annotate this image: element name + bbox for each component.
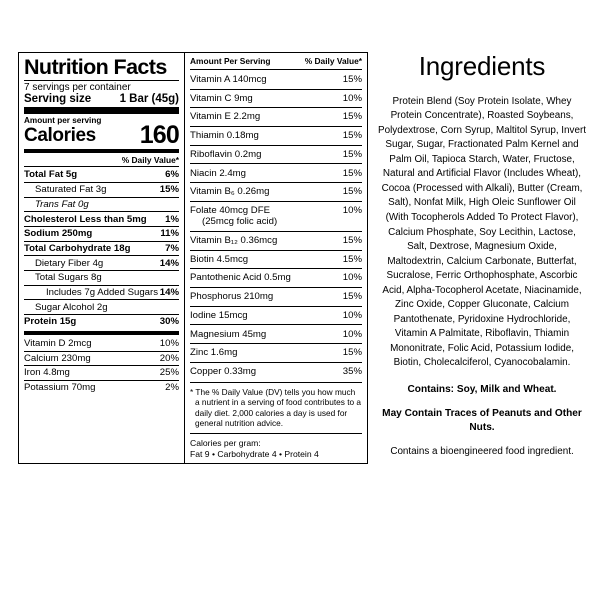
calories-per-gram-label: Calories per gram: (190, 437, 261, 448)
micronutrient-dv: 15% (342, 74, 362, 86)
micronutrient-row (190, 232, 362, 250)
micronutrient-name: Copper 0.33mg (190, 365, 257, 377)
nutrient-dv: 14% (159, 257, 179, 269)
micronutrient-name: Phosphorus 210mg (190, 291, 274, 303)
nutrient-name: Total Carbohydrate 18g (24, 242, 131, 254)
amount-per-serving-label: Amount per serving (24, 115, 102, 125)
calories-per-gram-detail: Fat 9 • Carbohydrate 4 • Protein 4 (190, 448, 319, 459)
micronutrient-name: Biotin 4.5mcg (190, 253, 249, 265)
micronutrient-dv: 15% (342, 111, 362, 123)
micronutrient-row (190, 71, 362, 89)
micronutrient-name: Vitamin C 9mg (190, 92, 253, 104)
micronutrient-name-main: Folate 40mcg DFE (190, 204, 270, 216)
vitamin-row (24, 352, 179, 366)
micronutrient-row (190, 202, 362, 231)
micronutrient-name: Iodine 15mcg (190, 309, 248, 321)
micronutrient-dv: 10% (342, 309, 362, 321)
nutrient-name: Sodium 250mg (24, 228, 93, 240)
nutrient-dv: 11% (160, 228, 179, 240)
micronutrient-dv: 35% (342, 365, 362, 377)
nutrient-name: Includes 7g Added Sugars (46, 286, 159, 298)
vitamin-name: Potassium 70mg (24, 382, 96, 394)
micronutrient-row (190, 344, 362, 362)
amount-per-serving-header: Amount Per Serving (190, 56, 271, 66)
allergen-may-contain-statement: May Contain Traces of Peanuts and Other Nuts. (382, 407, 582, 433)
nutrient-dv: 15% (159, 184, 179, 196)
nutrient-name: Total Fat 5g (24, 169, 78, 181)
vitamin-name: Vitamin D 2mcg (24, 338, 92, 349)
nutrient-row (24, 286, 179, 300)
divider-thick (24, 107, 179, 114)
serving-size-label: Serving size (24, 92, 92, 105)
calories-label: Calories (24, 125, 96, 147)
nutrient-row (24, 227, 179, 241)
micronutrient-name: Thiamin 0.18mg (190, 130, 259, 142)
allergen-contains-statement: Contains: Soy, Milk and Wheat. (407, 383, 557, 395)
micronutrient-dv: 10% (342, 204, 362, 216)
nutrient-name: Saturated Fat 3g (35, 184, 107, 196)
nutrition-facts-panel (18, 52, 368, 464)
vitamin-row (24, 337, 179, 351)
micronutrient-row (190, 288, 362, 306)
micronutrient-dv: 10% (342, 328, 362, 340)
nutrient-row (24, 212, 179, 226)
nutrient-row (24, 271, 179, 285)
micronutrient-row (190, 183, 362, 201)
nutrition-facts-title: Nutrition Facts (24, 55, 167, 79)
nutrient-row (24, 300, 179, 314)
nutrient-name: Cholesterol Less than 5mg (24, 213, 147, 225)
nutrient-row (24, 315, 179, 329)
micronutrient-row (190, 269, 362, 287)
divider-medium (24, 149, 179, 153)
vitamin-dv: 2% (165, 382, 179, 394)
micronutrient-name: Vitamin E 2.2mg (190, 111, 261, 123)
divider (190, 433, 362, 434)
vitamin-dv: 10% (159, 338, 179, 349)
nutrient-name: Trans Fat 0g (35, 198, 89, 210)
micronutrient-dv: 10% (342, 272, 362, 284)
micronutrient-dv: 15% (342, 253, 362, 265)
micronutrient-row (190, 325, 362, 343)
ingredients-section (378, 52, 586, 457)
nutrient-name: Dietary Fiber 4g (35, 257, 104, 269)
vitamin-row (24, 381, 179, 395)
nutrient-dv: 14% (159, 286, 179, 298)
ingredients-title: Ingredients (418, 51, 546, 81)
divider (24, 166, 179, 167)
bioengineered-statement: Contains a bioengineered food ingredient. (390, 446, 574, 458)
micronutrient-row (190, 164, 362, 182)
divider (190, 69, 362, 70)
micronutrient-dv: 15% (342, 148, 362, 160)
nutrition-facts-right-column (185, 52, 368, 464)
servings-per-container: 7 servings per container (24, 81, 131, 93)
vitamin-dv: 20% (159, 352, 179, 364)
nutrient-name: Total Sugars 8g (35, 272, 102, 284)
micronutrient-dv: 15% (342, 130, 362, 142)
micronutrient-dv: 10% (342, 92, 362, 104)
vitamin-row (24, 366, 179, 380)
calories-value: 160 (139, 120, 179, 149)
micronutrient-row (190, 363, 362, 381)
nutrient-row (24, 198, 179, 212)
nutrient-name: Sugar Alcohol 2g (35, 301, 108, 313)
nutrient-row (24, 242, 179, 256)
nutrient-row (24, 168, 179, 182)
nutrient-dv: 30% (159, 316, 179, 328)
serving-size-row (24, 93, 179, 105)
divider-medium (24, 331, 179, 335)
micronutrient-dv: 15% (342, 291, 362, 303)
nutrient-dv: 6% (165, 169, 179, 181)
daily-value-header-right: % Daily Value* (304, 56, 362, 66)
vitamin-name: Iron 4.8mg (24, 367, 70, 379)
serving-size-value: 1 Bar (45g) (119, 92, 179, 105)
nutrient-dv: 7% (165, 242, 179, 254)
ingredients-list: Protein Blend (Soy Protein Isolate, Whey Protein Concentrate), Roasted Soybeans, Polydextrose, Corn Syrup, Maltitol Syrup, Invert Sugar, Sugar, Fractionated Palm Kernel and Palm Oil, Tapioca Starch, Water, Fructose, Natural and Artificial Flavor (Includes Wheat), Cocoa (Processed with Alkali), Butter (Cream, Salt), Nonfat Milk, High Oleic Sunflower Oil (With Tocopherols Added To Protect Flavor), Calcium Phosphate, Soy Lecithin, Lactose, Salt, Dextrose, Magnesium Oxide, Maltodextrin, Calcium Carbonate, Butterfat, Sucralose, Ferric Orthophosphate, Ascorbic Acid, Alpha-Tocopherol Acetate, Niacinamide, Zinc Oxide, Copper Gluconate, Calcium Pantothenate, Pyridoxine Hydrochloride, Vitamin A Palmitate, Riboflavin, Thiamin Mononitrate, Folic Acid, Potassium Iodide, Biotin, Cholecalciferol, Cyanocobalamin. (378, 95, 587, 369)
micronutrient-row (190, 251, 362, 269)
vitamin-name: Calcium 230mg (24, 352, 91, 364)
nutrient-dv: 1% (165, 213, 179, 225)
micronutrient-row (190, 146, 362, 164)
micronutrient-dv: 15% (342, 167, 362, 179)
divider (190, 382, 362, 383)
micronutrient-row (190, 90, 362, 108)
micronutrient-name: Pantothenic Acid 0.5mg (190, 272, 291, 284)
micronutrient-name: Magnesium 45mg (190, 328, 267, 340)
micronutrient-dv: 15% (342, 235, 362, 247)
micronutrient-name: Riboflavin 0.2mg (190, 148, 262, 160)
micronutrient-name-sub: (25mcg folic acid) (202, 216, 278, 228)
right-column-header (190, 56, 362, 68)
nutrition-facts-left-column (18, 52, 185, 464)
nutrient-name: Protein 15g (24, 316, 77, 328)
divider (24, 80, 179, 81)
micronutrient-row (190, 127, 362, 145)
daily-value-header: % Daily Value* (121, 155, 179, 166)
nutrient-row (24, 256, 179, 270)
nutrient-row (24, 183, 179, 197)
micronutrient-row (190, 108, 362, 126)
micronutrient-name (190, 205, 281, 228)
micronutrient-dv: 15% (342, 186, 362, 198)
micronutrient-name: Vitamin B₁₂ 0.36mcg (190, 235, 278, 247)
micronutrient-name: Zinc 1.6mg (190, 347, 238, 359)
micronutrient-dv: 15% (342, 347, 362, 359)
vitamin-dv: 25% (159, 367, 179, 379)
daily-value-footnote: * The % Daily Value (DV) tells you how much a nutrient in a serving of food contributes to a daily diet. 2,000 calories a day is used for general nutrition advice. (190, 386, 362, 429)
micronutrient-name: Vitamin A 140mcg (190, 74, 267, 86)
micronutrient-name: Niacin 2.4mg (190, 167, 246, 179)
micronutrient-row (190, 307, 362, 325)
micronutrient-name: Vitamin B₆ 0.26mg (190, 186, 270, 198)
